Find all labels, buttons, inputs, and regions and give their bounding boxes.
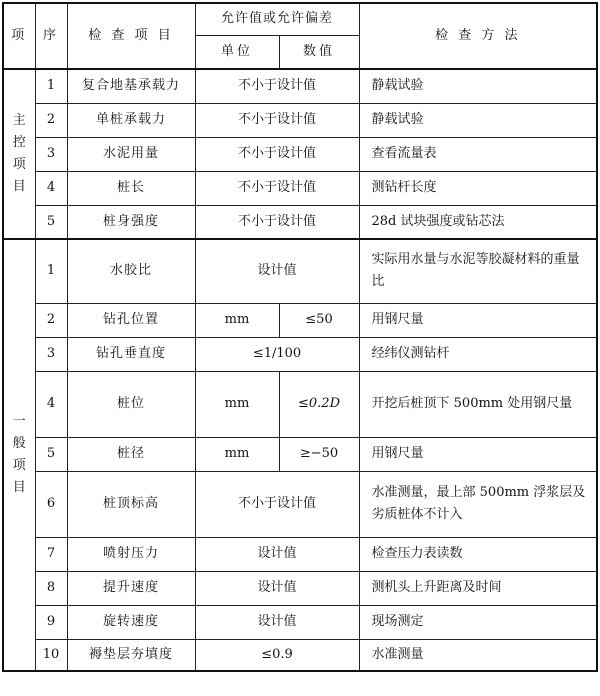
row-seq: 6: [35, 471, 67, 537]
row-value: 不小于设计值: [195, 205, 359, 239]
category-char: 项: [12, 458, 26, 473]
category-general: [3, 239, 35, 671]
table-row: [3, 137, 597, 171]
row-value: ≤0.2D: [279, 371, 359, 437]
row-item: 褥垫层夯填度: [67, 639, 195, 671]
table-row: [3, 471, 597, 537]
row-method: 测机头上升距离及时间: [359, 571, 597, 605]
row-value: 设计值: [195, 605, 359, 639]
row-value: ≤1/100: [195, 337, 359, 371]
row-method: 静载试验: [359, 103, 597, 137]
row-item: 桩顶标高: [67, 471, 195, 537]
row-method: 28d 试块强度或钻芯法: [359, 205, 597, 239]
table-row: [3, 639, 597, 671]
row-value: 不小于设计值: [195, 471, 359, 537]
category-char: 一: [12, 414, 26, 429]
row-seq: 8: [35, 571, 67, 605]
header-unit: 单位: [195, 35, 279, 69]
row-method: 用钢尺量: [359, 303, 597, 337]
table-row: [3, 69, 597, 103]
row-item: 复合地基承载力: [67, 69, 195, 103]
row-item: 钻孔位置: [67, 303, 195, 337]
table-row: [3, 205, 597, 239]
row-value: 设计值: [195, 571, 359, 605]
row-method: 开挖后桩顶下 500mm 处用钢尺量: [359, 371, 597, 437]
category-char: 目: [12, 179, 26, 194]
row-method: 测钻杆长度: [359, 171, 597, 205]
row-method: 水准测量: [359, 639, 597, 671]
row-unit: mm: [195, 371, 279, 437]
row-seq: 5: [35, 437, 67, 471]
table-row: [3, 537, 597, 571]
row-value: 不小于设计值: [195, 171, 359, 205]
row-value: 不小于设计值: [195, 69, 359, 103]
row-unit: mm: [195, 437, 279, 471]
row-item: 桩长: [67, 171, 195, 205]
table-row: [3, 171, 597, 205]
inspection-table: [2, 2, 598, 672]
row-value: 不小于设计值: [195, 137, 359, 171]
row-item: 水泥用量: [67, 137, 195, 171]
row-value: 设计值: [195, 537, 359, 571]
row-value: ≤0.9: [195, 639, 359, 671]
row-seq: 2: [35, 303, 67, 337]
row-seq: 3: [35, 337, 67, 371]
row-item: 水胶比: [67, 239, 195, 303]
category-char: 般: [12, 436, 26, 451]
header-seq: 序: [35, 3, 67, 69]
row-method: 静载试验: [359, 69, 597, 103]
row-item: 旋转速度: [67, 605, 195, 639]
row-item: 桩位: [67, 371, 195, 437]
category-char: 项: [12, 157, 26, 172]
category-char: 控: [12, 135, 26, 150]
header-item: 检 查 项 目: [67, 3, 195, 69]
row-seq: 9: [35, 605, 67, 639]
table-row: [3, 103, 597, 137]
row-item: 单桩承载力: [67, 103, 195, 137]
row-value: 设计值: [195, 239, 359, 303]
row-seq: 1: [35, 239, 67, 303]
row-method: 现场测定: [359, 605, 597, 639]
row-item: 提升速度: [67, 571, 195, 605]
row-method: 经纬仪测钻杆: [359, 337, 597, 371]
row-method: 水准测量，最上部 500mm 浮浆层及劣质桩体不计入: [359, 471, 597, 537]
row-item: 喷射压力: [67, 537, 195, 571]
row-seq: 1: [35, 69, 67, 103]
category-char: 目: [12, 480, 26, 495]
row-method: 检查压力表读数: [359, 537, 597, 571]
row-seq: 4: [35, 371, 67, 437]
category-char: 主: [12, 113, 26, 128]
table-row: [3, 303, 597, 337]
header-category: 项: [3, 3, 35, 69]
header-value: 数值: [279, 35, 359, 69]
row-seq: 7: [35, 537, 67, 571]
row-seq: 3: [35, 137, 67, 171]
row-method: 用钢尺量: [359, 437, 597, 471]
row-seq: 10: [35, 639, 67, 671]
row-method: 查看流量表: [359, 137, 597, 171]
inspection-table-wrapper: [2, 2, 598, 672]
row-item: 钻孔垂直度: [67, 337, 195, 371]
row-unit: mm: [195, 303, 279, 337]
row-seq: 5: [35, 205, 67, 239]
table-row: [3, 605, 597, 639]
table-row: [3, 337, 597, 371]
row-method: 实际用水量与水泥等胶凝材料的重量比: [359, 239, 597, 303]
category-main-control: [3, 69, 35, 239]
header-tolerance: 允许值或允许偏差: [195, 3, 359, 35]
header-method: 检 查 方 法: [359, 3, 597, 69]
row-item: 桩身强度: [67, 205, 195, 239]
table-row: [3, 571, 597, 605]
row-seq: 2: [35, 103, 67, 137]
table-row: [3, 437, 597, 471]
row-value: 不小于设计值: [195, 103, 359, 137]
row-value: ≥−50: [279, 437, 359, 471]
table-row: [3, 239, 597, 303]
row-item: 桩径: [67, 437, 195, 471]
row-seq: 4: [35, 171, 67, 205]
row-value: ≤50: [279, 303, 359, 337]
table-row: [3, 371, 597, 437]
